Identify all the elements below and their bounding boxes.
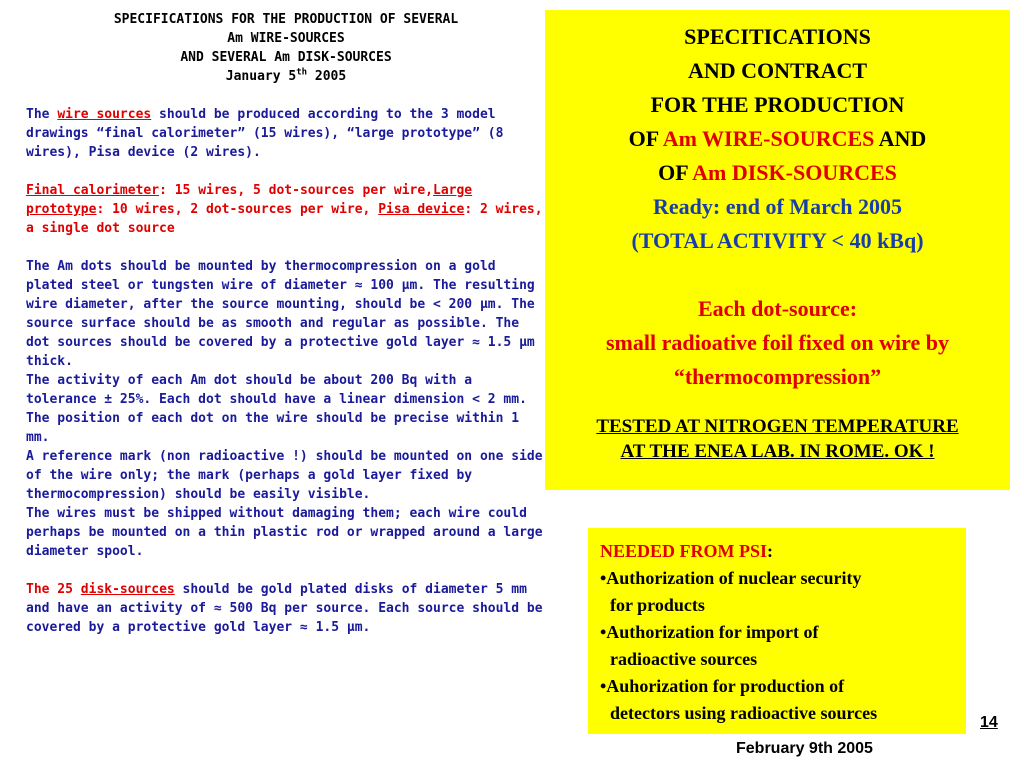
box-title-line-3: FOR THE PRODUCTION xyxy=(650,92,905,117)
needed-from-psi-label: NEEDED FROM PSI xyxy=(600,541,768,561)
text-run: OF xyxy=(628,126,663,151)
header-date xyxy=(26,67,546,86)
header-line-3: AND SEVERAL Am DISK-SOURCES xyxy=(180,50,392,65)
page-number: 14 xyxy=(980,714,998,731)
requirement-item-2-cont: radioactive sources xyxy=(610,649,758,669)
wire-sources-paragraph xyxy=(26,105,546,162)
dot-mounting-paragraph: The Am dots should be mounted by thermocompression on a gold plated steel or tungsten wire of diameter ≈ 100 μm. The resulting wire diameter, after the source mounting, should be < 200 μm. The source surface should be as smooth and regular as possible. The dot sources should be covered by a protective gold layer ≈ 1.5 μm thick. xyxy=(26,259,535,369)
text-run: The xyxy=(26,107,58,122)
psi-requirements-box xyxy=(588,528,966,734)
text-run: AND xyxy=(874,126,927,151)
disk-sources-highlight: Am DISK-SOURCES xyxy=(692,160,897,185)
text-run: : 2 wires, a single dot source xyxy=(26,202,543,236)
text-run: The 25 xyxy=(26,582,81,597)
wire-sources-line xyxy=(545,122,1010,156)
total-activity-line: (TOTAL ACTIVITY < 40 kBq) xyxy=(631,228,924,253)
tested-line-2: AT THE ENEA LAB. IN ROME. OK ! xyxy=(620,441,935,462)
header-date-main: January 5 xyxy=(225,69,297,84)
needed-heading xyxy=(600,538,956,565)
footer-date: February 9th 2005 xyxy=(736,740,873,757)
header-line-1: SPECIFICATIONS FOR THE PRODUCTION OF SEVERAL xyxy=(113,12,459,27)
activity-paragraph: The activity of each Am dot should be about 200 Bq with a tolerance ± 25%. Each dot should have a linear dimension < 2 mm. The position of each dot on the wire should be precise within 1 mm. xyxy=(26,373,527,445)
box-title-line-1: SPECITICATIONS xyxy=(684,24,871,49)
thermocompression-label: “thermocompression” xyxy=(673,364,882,389)
text-run: : xyxy=(767,541,774,561)
header-date-suffix: th xyxy=(296,67,308,78)
text-run: should be produced according to the 3 model drawings “final calorimeter” (15 wires), “large prototype” (8 wires), Pisa device (2 wires). xyxy=(26,107,504,160)
requirement-item-1: •Authorization of nuclear security xyxy=(600,568,862,588)
requirement-item-1-cont: for products xyxy=(610,595,705,615)
disk-sources-line xyxy=(545,156,1010,190)
configurations-paragraph xyxy=(26,181,546,238)
spacer xyxy=(545,258,1010,292)
disk-sources-paragraph xyxy=(26,580,546,637)
requirement-item-2: •Authorization for import of xyxy=(600,622,819,642)
specifications-header xyxy=(26,10,546,86)
text-run: : 15 wires, 5 dot-sources per wire, xyxy=(159,183,433,198)
final-calorimeter-term: Final calorimeter xyxy=(26,183,160,198)
dot-source-description: small radioative foil fixed on wire by xyxy=(605,330,950,355)
tested-line-1: TESTED AT NITROGEN TEMPERATURE xyxy=(596,416,959,437)
text-run: : 10 wires, 2 dot-sources per wire, xyxy=(96,202,379,217)
wire-sources-term: wire sources xyxy=(57,107,152,122)
disk-sources-term: disk-sources xyxy=(80,582,175,597)
pisa-device-term: Pisa device xyxy=(378,202,465,217)
requirement-item-3: •Auhorization for production of xyxy=(600,676,845,696)
requirement-item-3-cont: detectors using radioactive sources xyxy=(610,703,878,723)
large-prototype-term: Large prototype xyxy=(26,183,473,217)
wire-sources-highlight: Am WIRE-SOURCES xyxy=(662,126,875,151)
specifications-text-panel xyxy=(26,10,546,656)
dot-source-heading: Each dot-source: xyxy=(697,296,858,321)
text-run: OF xyxy=(658,160,693,185)
box-title-line-2: AND CONTRACT xyxy=(687,58,868,83)
header-date-year: 2005 xyxy=(307,69,347,84)
text-run: should be gold plated disks of diameter 5 mm and have an activity of ≈ 500 Bq per source. Each source should be covered by a protective gold layer ≈ 1.5 μm. xyxy=(26,582,543,635)
tested-note xyxy=(545,414,1010,464)
shipping-paragraph: The wires must be shipped without damaging them; each wire could perhaps be mounted on a thin plastic rod or wrapped around a large diameter spool. xyxy=(26,506,543,559)
reference-mark-paragraph: A reference mark (non radioactive !) should be mounted on one side of the wire only; the mark (perhaps a gold layer fixed by thermocompression) should be easily visible. xyxy=(26,449,543,502)
ready-date-line: Ready: end of March 2005 xyxy=(653,194,902,219)
contract-summary-box xyxy=(545,10,1010,490)
header-line-2: Am WIRE-SOURCES xyxy=(227,31,345,46)
